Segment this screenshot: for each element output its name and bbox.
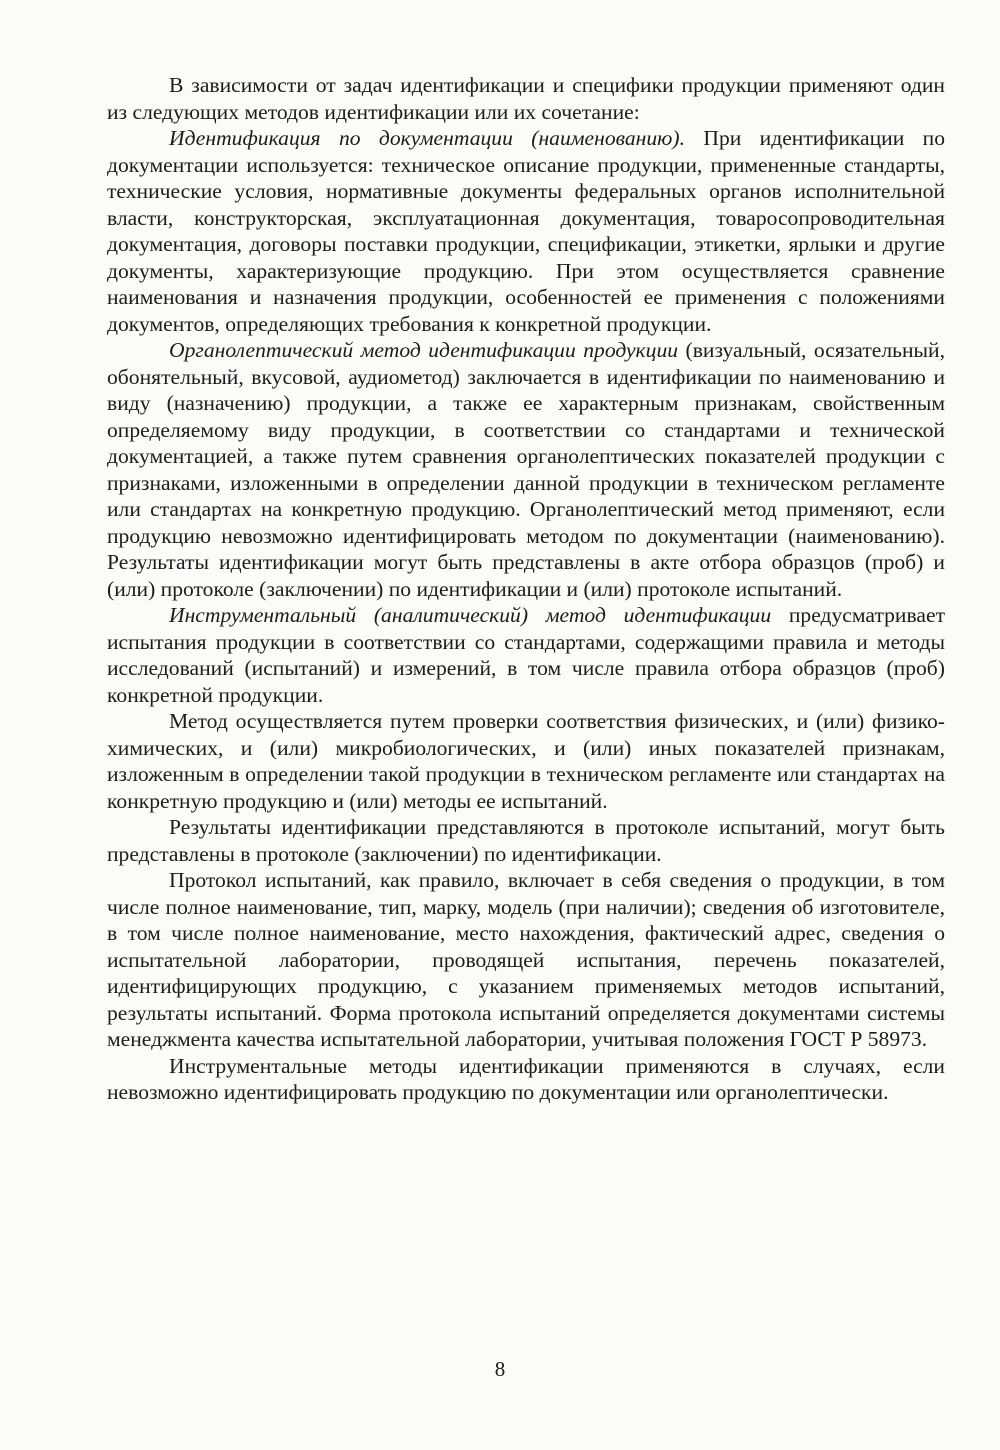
paragraph-documentation-method xyxy=(107,125,945,337)
paragraph-organoleptic-method xyxy=(107,337,945,602)
paragraph-test-protocol-text: Протокол испытаний, как правило, включает в себя сведения о продукции, в том числе полное наименование, тип, марку, модель (при наличии); сведения об изготовителе, в том числе полное наименование, место нахождения, фактический адрес, сведения о испытательной лаборатории, проводящей испытания, перечень показателей, идентифицирующих продукцию, с указанием применяемых методов испытаний, результаты испытаний. Форма протокола испытаний определяется документами системы менеджмента качества испытательной лаборатории, учитывая положения ГОСТ Р 58973. xyxy=(107,868,945,1051)
paragraph-intro-text: В зависимости от задач идентификации и специфики продукции применяют один из следующих методов идентификации или их сочетание: xyxy=(107,73,945,124)
paragraph-organoleptic-method-text: (визуальный, осязательный, обонятельный, вкусовой, аудиометод) заключается в идентификации по наименованию и виду (назначению) продукции, а также ее характерным признакам, свойственным определяемому виду продукции, в соответствии со стандартами и технической документацией, а также путем сравнения органолептических показателей продукции с признаками, изложенными в определении данной продукции в техническом регламенте или стандартах на конкретную продукцию. Органолептический метод применяют, если продукцию невозможно идентифицировать методом по документации (наименованию). Результаты идентификации могут быть представлены в акте отбора образцов (проб) и (или) протоколе (заключении) по идентификации и (или) протоколе испытаний. xyxy=(107,338,945,601)
paragraph-method-verification-text: Метод осуществляется путем проверки соответствия физических, и (или) физико-химических, и (или) микробиологических, и (или) иных показателей признакам, изложенным в определении такой продукции в техническом регламенте или стандартах на конкретную продукцию и (или) методы ее испытаний. xyxy=(107,709,945,813)
term-instrumental-method: Инструментальный (аналитический) метод идентификации xyxy=(169,603,772,627)
paragraph-results-text: Результаты идентификации представляются в протоколе испытаний, могут быть представлены в протоколе (заключении) по идентификации. xyxy=(107,815,945,866)
paragraph-instrumental-method xyxy=(107,602,945,708)
paragraph-documentation-method-text: При идентификации по документации используется: техническое описание продукции, примененные стандарты, технические условия, нормативные документы федеральных органов исполнительной власти, конструкторская, эксплуатационная документация, товаросопроводительная документация, договоры поставки продукции, спецификации, этикетки, ярлыки и другие документы, характеризующие продукцию. При этом осуществляется сравнение наименования и назначения продукции, особенностей ее применения с положениями документов, определяющих требования к конкретной продукции. xyxy=(107,126,946,336)
paragraph-instrumental-method-text: предусматривает испытания продукции в соответствии со стандартами, содержащими правила и методы исследований (испытаний) и измерений, в том числе правила отбора образцов (проб) конкретной продукции. xyxy=(107,603,946,707)
body-text xyxy=(107,72,945,1106)
term-organoleptic-method: Органолептический метод идентификации продукции xyxy=(169,338,679,362)
term-documentation-method: Идентификация по документации (наименованию). xyxy=(169,126,685,150)
paragraph-instrumental-usage xyxy=(107,1053,945,1106)
paragraph-test-protocol xyxy=(107,867,945,1053)
paragraph-instrumental-usage-text: Инструментальные методы идентификации применяются в случаях, если невозможно идентифицировать продукцию по документации или органолептически. xyxy=(107,1053,945,1104)
page-number: 8 xyxy=(494,1357,506,1381)
paragraph-results xyxy=(107,814,945,867)
paragraph-intro xyxy=(107,72,945,125)
paragraph-method-verification xyxy=(107,708,945,814)
